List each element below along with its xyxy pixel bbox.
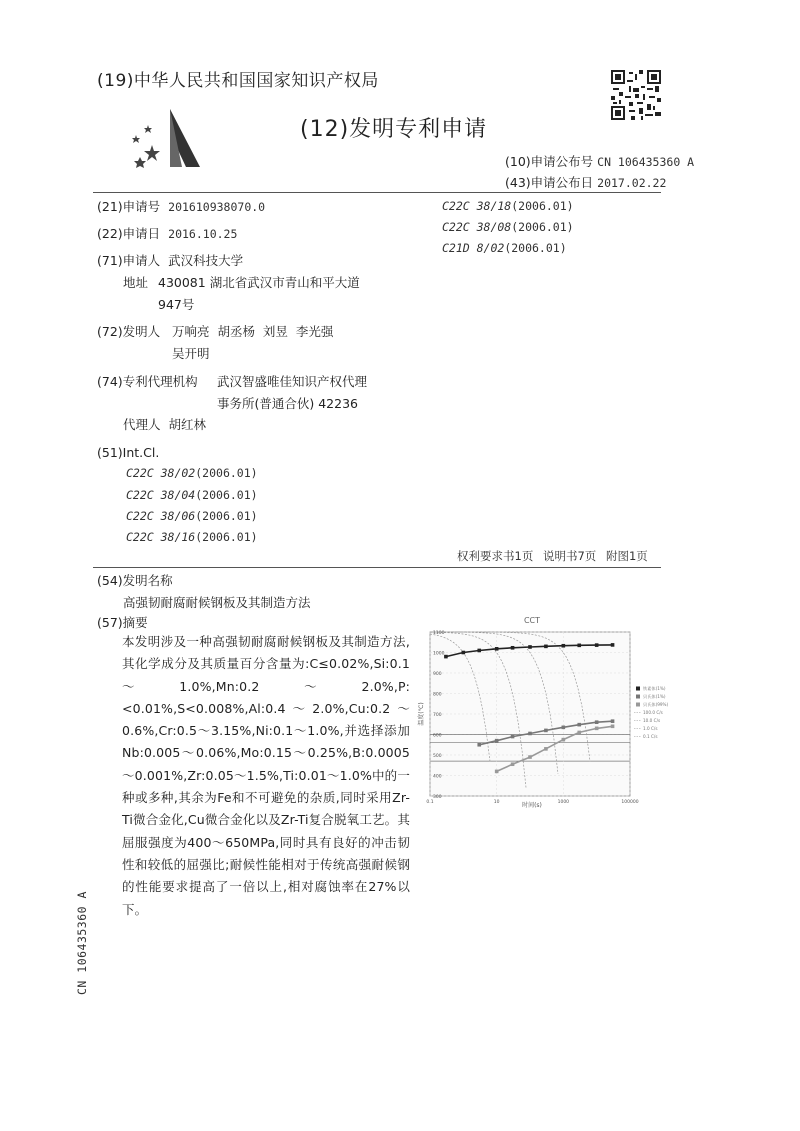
applicant-label: (71)申请人 — [97, 253, 161, 268]
data-point — [528, 732, 532, 736]
cct-chart — [412, 610, 682, 810]
agent-label: 代理人 — [123, 417, 161, 432]
intcl-year: (2006.01) — [195, 530, 258, 544]
data-point — [477, 649, 481, 653]
data-point — [544, 645, 548, 649]
data-point — [577, 723, 581, 727]
y-tick-label: 400 — [433, 774, 442, 780]
x-tick-label: 10 — [493, 800, 500, 805]
data-point — [611, 643, 615, 647]
y-tick-label: 300 — [433, 795, 442, 800]
data-point — [562, 644, 566, 648]
agency-label: (74)专利代理机构 — [97, 374, 198, 389]
abstract-text: 本发明涉及一种高强韧耐腐耐候钢板及其制造方法,其化学成分及其质量百分含量为:C≤0.02%,Si:0.1～1.0%,Mn:0.2～2.0%,P:<0.01%,S<0.008%,Al:0.4～2.0%,Cu:0.2～0.6%,Cr:0.5～3.15%,Ni:0.1～1.0%,并选择添加Nb:0.005～0.06%,Mo:0.15～0.25%,B:0.0005～0.001%,Zr:0.05～1.5%,Ti:0.01～1.0%中的一种或多种,其余为Fe和不可避免的杂质,同时采用Zr-Ti微合金化,Cu微合金化以及Zr-Ti复合脱氧工艺。其屈服强度为400～650MPa,同时具有良好的冲击韧性和较低的屈强比;耐候性能相对于传统高强耐候钢的性能要求提高了一倍以上,相对腐蚀率在27%以下。 — [122, 634, 410, 917]
intcl-year: (2006.01) — [504, 241, 567, 255]
agency-line-2: 事务所(普通合伙) 42236 — [217, 396, 358, 411]
publication-date-label: (43)申请公布日 — [505, 175, 594, 190]
data-point — [611, 725, 615, 729]
intcl-code: C22C 38/08 — [442, 220, 512, 234]
y-tick-label: 900 — [433, 672, 442, 677]
data-point — [577, 731, 581, 735]
abstract-label: (57)摘要 — [97, 615, 148, 630]
y-tick-label: 700 — [433, 713, 442, 718]
applicant — [97, 252, 243, 270]
applicant-value: 武汉科技大学 — [168, 253, 244, 268]
data-point — [544, 729, 548, 733]
x-tick-label: 0.1 — [426, 800, 434, 805]
y-tick-label: 600 — [433, 733, 442, 739]
intcl-year: (2006.01) — [195, 466, 258, 480]
x-tick-label: 1000 — [557, 800, 570, 805]
document-type: (12)发明专利申请 — [300, 117, 488, 142]
application-date-value: 2016.10.25 — [168, 227, 238, 241]
y-tick-label: 1000 — [433, 651, 445, 657]
intcl-code: C22C 38/16 — [126, 530, 196, 544]
legend-label: 铁素体(1%) — [643, 686, 666, 691]
legend-label: 贝氏体(99%) — [643, 702, 669, 707]
legend-label: 10.0 C/s — [643, 718, 661, 723]
application-number-value: 201610938070.0 — [168, 200, 266, 214]
intcl-code: C21D 8/02 — [442, 241, 505, 255]
legend-label: 1.0 C/s — [643, 726, 658, 731]
qr-code-icon — [611, 70, 661, 120]
biblio-divider — [93, 567, 661, 568]
data-point — [562, 726, 566, 730]
publication-date-value: 2017.02.22 — [597, 176, 667, 190]
legend-swatch — [636, 703, 640, 707]
page-counts: 权利要求书1页 说明书7页 附图1页 — [457, 549, 648, 563]
intcl-year: (2006.01) — [195, 488, 258, 502]
header-divider — [93, 192, 661, 193]
y-tick-label: 500 — [433, 754, 442, 759]
data-point — [544, 747, 548, 751]
y-tick-label: 800 — [433, 692, 442, 698]
data-point — [462, 651, 466, 655]
data-point — [495, 647, 499, 651]
data-point — [511, 762, 515, 766]
data-point — [595, 643, 599, 647]
intcl-year: (2006.01) — [511, 199, 574, 213]
address-label: 地址 — [123, 275, 149, 290]
publication-number — [505, 152, 694, 170]
intcl-entry — [126, 530, 258, 544]
address-line-2: 947号 — [158, 297, 195, 312]
publication-number-value: CN 106435360 A — [597, 155, 695, 169]
intcl-code: C22C 38/04 — [126, 488, 196, 502]
invention-title-label: (54)发明名称 — [97, 573, 173, 588]
data-point — [595, 720, 599, 724]
cnipa-logo — [130, 105, 210, 177]
publication-number-label: (10)申请公布号 — [505, 154, 594, 169]
data-point — [511, 646, 515, 650]
publication-date — [505, 173, 666, 191]
data-point — [611, 719, 615, 723]
intcl-code: C22C 38/02 — [126, 466, 196, 480]
application-date — [97, 225, 237, 243]
intcl-entry — [126, 466, 258, 480]
intcl-entry — [442, 220, 574, 234]
intcl-label: (51)Int.Cl. — [97, 445, 160, 460]
x-tick-label: 100000 — [621, 800, 639, 805]
legend-label: 0.1 C/s — [643, 734, 658, 739]
y-tick-label: 1100 — [433, 631, 445, 636]
inventors-line-1: 万响亮 胡丞杨 刘昱 李光强 — [172, 324, 334, 339]
application-number — [97, 198, 265, 216]
legend-label: 贝氏体(1%) — [643, 694, 666, 699]
data-point — [495, 739, 499, 743]
data-point — [511, 735, 515, 739]
intcl-entry — [442, 241, 567, 255]
chart-title: CCT — [523, 616, 541, 625]
data-point — [495, 770, 499, 774]
intcl-entry — [442, 199, 574, 213]
intcl-entry — [126, 509, 258, 523]
intcl-entry — [126, 488, 258, 502]
application-number-label: (21)申请号 — [97, 199, 161, 214]
intcl-year: (2006.01) — [195, 509, 258, 523]
agent — [123, 416, 206, 434]
invention-title: 高强韧耐腐耐候钢板及其制造方法 — [123, 595, 311, 610]
intcl-code: C22C 38/18 — [442, 199, 512, 213]
side-publication-number: CN 106435360 A — [75, 891, 89, 995]
inventors-line-2: 吴开明 — [172, 346, 210, 361]
data-point — [577, 644, 581, 648]
x-axis-label: 时间(s) — [522, 802, 542, 809]
inventors-label: (72)发明人 — [97, 324, 161, 339]
agency-line-1: 武汉智盛唯佳知识产权代理 — [217, 374, 368, 389]
data-point — [595, 727, 599, 731]
patent-office: (19)中华人民共和国国家知识产权局 — [97, 71, 379, 91]
data-point — [528, 645, 532, 649]
legend-swatch — [636, 695, 640, 699]
agent-value: 胡红林 — [168, 417, 207, 432]
data-point — [562, 738, 566, 742]
legend-label: 100.0 C/s — [643, 710, 663, 715]
intcl-year: (2006.01) — [511, 220, 574, 234]
address-line-1: 430081 湖北省武汉市青山和平大道 — [158, 275, 360, 290]
data-point — [444, 655, 448, 659]
data-point — [477, 743, 481, 747]
data-point — [528, 755, 532, 759]
intcl-code: C22C 38/06 — [126, 509, 196, 523]
legend-swatch — [636, 687, 640, 691]
application-date-label: (22)申请日 — [97, 226, 161, 241]
y-axis-label: 温度(℃) — [418, 702, 425, 726]
